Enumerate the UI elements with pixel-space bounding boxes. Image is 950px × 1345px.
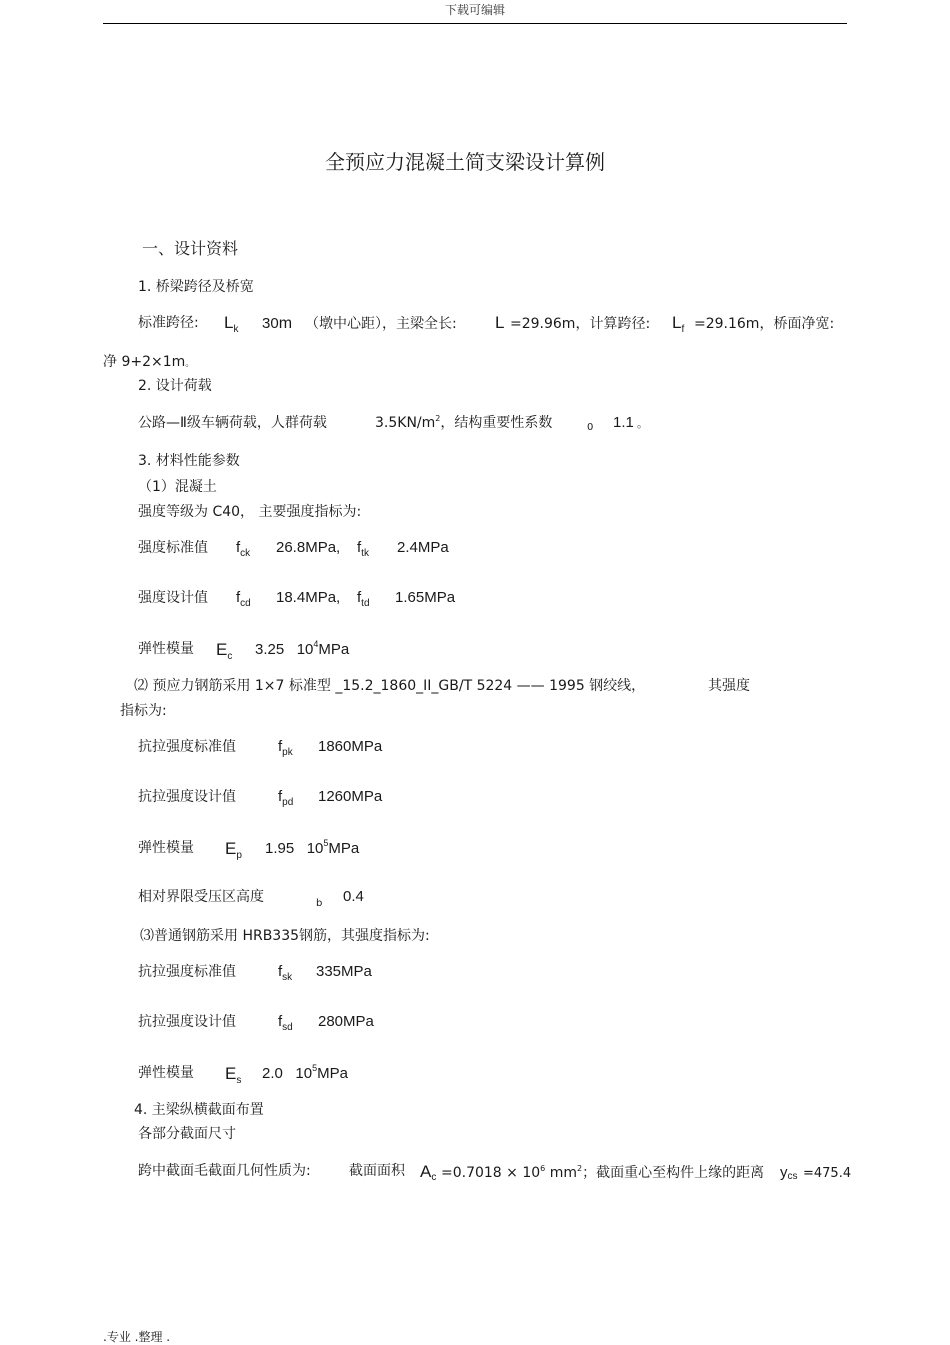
xi-subscript: b — [316, 898, 323, 909]
lk-symbol: $L_k$ — [224, 313, 239, 335]
header-rule — [103, 23, 847, 24]
concrete-std-label: 强度标准值 — [138, 540, 208, 556]
load-line-end: 。 — [637, 417, 648, 430]
lk-value: 30m — [262, 315, 293, 332]
rebar-heading: ⑶普通钢筋采用 HRB335钢筋，其强度指标为: — [140, 928, 430, 944]
fcd-value: 18.4MPa, — [276, 589, 341, 606]
area-label: 截面面积 — [349, 1163, 405, 1179]
item4-sub: 各部分截面尺寸 — [138, 1126, 236, 1142]
rebar-std-label: 抗拉强度标准值 — [138, 964, 236, 980]
xi-label: 相对界限受压区高度 — [138, 889, 264, 905]
fsk-value: 335MPa — [316, 963, 372, 980]
prestress-heading-end: 其强度 — [708, 678, 750, 694]
es-value: 2.0 $10^5MPa$ — [262, 1063, 348, 1082]
load-line: 公路—Ⅱ级车辆荷载，人群荷载 — [138, 415, 327, 431]
section-heading: 一、设计资料 — [142, 239, 239, 258]
gamma-subscript: 0 — [587, 422, 594, 433]
ftd-value: 1.65MPa — [395, 589, 456, 606]
rebar-design-label: 抗拉强度设计值 — [138, 1014, 236, 1030]
prestress-modulus-label: 弹性模量 — [138, 840, 194, 856]
xi-value: 0.4 — [343, 888, 364, 905]
fpd-value: 1260MPa — [318, 788, 383, 805]
fck-value: 26.8MPa, — [276, 539, 341, 556]
ftd-symbol: $f_{td}$ — [357, 589, 370, 609]
span-line — [138, 316, 199, 330]
es-symbol: $E_s$ — [225, 1064, 242, 1086]
deck-width-line: 净 9+2×1m。 — [103, 354, 195, 370]
section-props-label: 跨中截面毛截面几何性质为: — [138, 1163, 311, 1179]
prestress-heading: ⑵ 预应力钢筋采用 1×7 标准型 _15.2_1860_II_GB/T 5224 —— 1995 钢绞线， — [134, 678, 646, 694]
ftk-symbol: $f_{tk}$ — [357, 539, 369, 559]
Lf-symbol: $L_f$ — [672, 313, 685, 335]
ac-symbol: Ac — [420, 1162, 437, 1183]
document-title: 全预应力混凝土简支梁设计算例 — [325, 150, 605, 174]
item2-heading: 2. 设计荷载 — [138, 378, 212, 394]
ec-value: 3.25 $10^4MPa$ — [255, 639, 350, 658]
item4-heading: 4. 主梁纵横截面布置 — [134, 1102, 264, 1118]
concrete-heading: （1）混凝土 — [138, 479, 217, 495]
ycs-symbol: ycs — [780, 1164, 798, 1182]
span-label: 标准跨径: — [138, 315, 199, 331]
ep-value: 1.95 $10^5MPa$ — [265, 838, 360, 857]
lk-note: （墩中心距），主梁全长: — [305, 316, 457, 332]
page-header: 下载可编辑 — [444, 3, 505, 17]
crowd-load: $3.5KN/m^2$，结构重要性系数 — [375, 414, 553, 431]
concrete-design-label: 强度设计值 — [138, 590, 208, 606]
item3-heading: 3. 材料性能参数 — [138, 453, 240, 469]
Lf-value: =29.16m，桥面净宽: — [694, 316, 835, 332]
prestress-heading-cont: 指标为: — [120, 703, 167, 719]
concrete-modulus-label: 弹性模量 — [138, 641, 194, 657]
gamma-value: 1.1 — [613, 414, 634, 431]
ftk-value: 2.4MPa — [397, 539, 449, 556]
L-symbol: L — [495, 313, 505, 332]
prestress-design-label: 抗拉强度设计值 — [138, 789, 236, 805]
ep-symbol: $E_p$ — [225, 839, 242, 861]
fcd-symbol: $f_{cd}$ — [236, 589, 251, 609]
L-value: =29.96m，计算跨径: — [510, 316, 651, 332]
prestress-std-label: 抗拉强度标准值 — [138, 739, 236, 755]
fsd-value: 280MPa — [318, 1013, 374, 1030]
ycs-value: =475.4 — [803, 1166, 852, 1181]
ec-symbol: $E_c$ — [216, 640, 233, 662]
item1-heading: 1. 桥梁跨径及桥宽 — [138, 279, 254, 295]
fpk-value: 1860MPa — [318, 738, 383, 755]
fpd-symbol: $f_{pd}$ — [278, 788, 294, 808]
fpk-symbol: $f_{pk}$ — [278, 738, 293, 758]
concrete-grade: 强度等级为 C40， 主要强度指标为: — [138, 504, 362, 520]
page-footer: .专业 .整理 . — [103, 1330, 171, 1344]
rebar-modulus-label: 弹性模量 — [138, 1065, 194, 1081]
fck-symbol: $f_{ck}$ — [236, 539, 251, 559]
fsd-symbol: $f_{sd}$ — [278, 1013, 293, 1033]
ac-value: $=0.7018 \times 10^6$ $mm^2$；截面重心至构件上缘的距离 — [441, 1164, 765, 1181]
fsk-symbol: $f_{sk}$ — [278, 963, 293, 983]
